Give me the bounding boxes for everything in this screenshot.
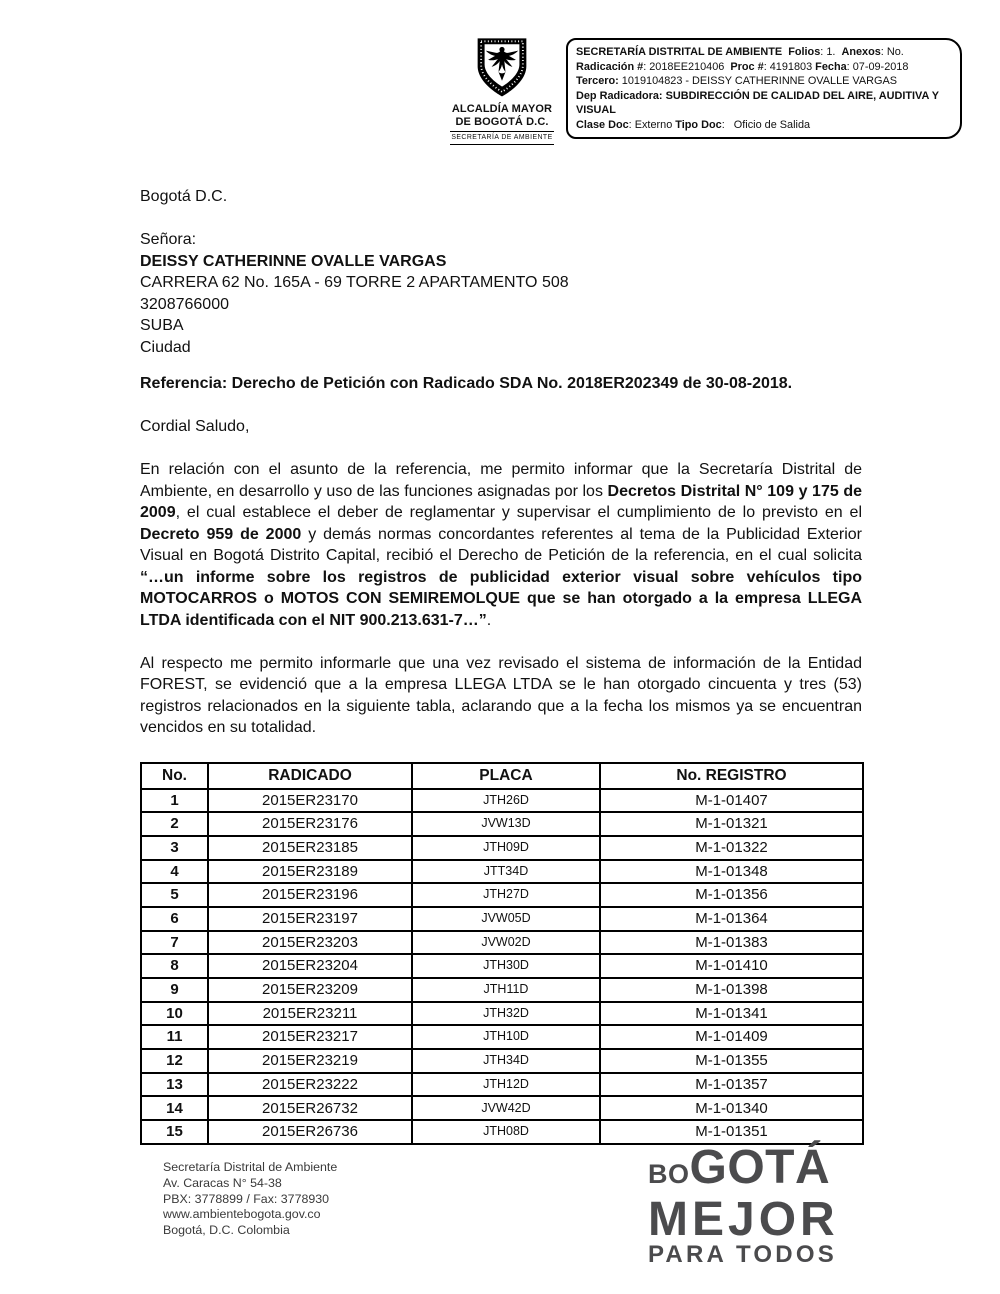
column-header-placa: PLACA — [412, 763, 600, 789]
text-segment: Radicación # — [576, 60, 644, 73]
logo-bo-text: BO — [648, 1159, 690, 1189]
table-cell: 14 — [141, 1096, 208, 1120]
column-header-radicado: RADICADO — [208, 763, 412, 789]
table-cell: M-1-01341 — [600, 1002, 863, 1026]
text-segment: Decretos Distrital N° 109 y 175 de 2009 — [140, 482, 862, 521]
table-cell: JVW42D — [412, 1096, 600, 1120]
table-cell: 12 — [141, 1049, 208, 1073]
infobox-line-dependencia — [576, 89, 952, 118]
table-row — [141, 907, 863, 931]
text-segment: Fecha — [815, 60, 847, 73]
recipient-locality: SUBA — [140, 317, 184, 334]
table-row — [141, 931, 863, 955]
table-row — [141, 978, 863, 1002]
table-cell: M-1-01398 — [600, 978, 863, 1002]
text-segment: Clase Doc — [576, 118, 629, 131]
paragraph-2: Al respecto me permito informarle que una vez revisado el sistema de información de la Entidad FOREST, se evidenció que a la empresa LLEGA LTDA se le han otorgado cincuenta y tres (53) registros relacionados en la siguiente tabla, aclarando que a la fecha los mismos ya se encuentran vencidos en su totalidad. — [140, 654, 862, 736]
text-segment: : 07-09-2018 — [846, 60, 909, 73]
crest-divider-top — [450, 131, 554, 132]
table-cell: M-1-01357 — [600, 1073, 863, 1097]
table-cell: 2015ER23197 — [208, 907, 412, 931]
text-segment: . — [486, 611, 492, 629]
table-cell: M-1-01321 — [600, 812, 863, 836]
table-cell: JTH11D — [412, 978, 600, 1002]
recipient-address: CARRERA 62 No. 165A - 69 TORRE 2 APARTAMENTO 508 — [140, 274, 569, 291]
text-segment: Proc # — [730, 60, 764, 73]
table-row — [141, 954, 863, 978]
logo-line-para-todos: PARA TODOS — [648, 1241, 837, 1268]
registry-table-body — [141, 789, 863, 1144]
table-cell: JTH32D — [412, 1002, 600, 1026]
table-cell: M-1-01322 — [600, 836, 863, 860]
table-cell: 2015ER23185 — [208, 836, 412, 860]
table-cell: JVW05D — [412, 907, 600, 931]
text-segment: y demás normas concordantes referentes al tema de la Publicidad Exterior Visual en Bogotá Distrito Capital, recibió el Derecho de Petición de la referencia, en el cual solicita — [140, 525, 863, 564]
table-cell: JTH09D — [412, 836, 600, 860]
table-row — [141, 1073, 863, 1097]
reference-line: Referencia: Derecho de Petición con Radicado SDA No. 2018ER202349 de 30-08-2018. — [140, 375, 793, 392]
table-cell: 11 — [141, 1025, 208, 1049]
table-cell: 2015ER23203 — [208, 931, 412, 955]
table-cell: 4 — [141, 860, 208, 884]
table-cell: 6 — [141, 907, 208, 931]
text-segment: Anexos — [841, 46, 881, 58]
table-row — [141, 789, 863, 813]
city-line: Bogotá D.C. — [140, 188, 228, 205]
footer-city-country: Bogotá, D.C. Colombia — [163, 1223, 290, 1238]
text-segment: SUBDIRECCIÓN DE CALIDAD DEL AIRE, AUDITIVA Y VISUAL — [576, 89, 942, 117]
crest-title-line2: DE BOGOTÁ D.C. — [455, 115, 549, 128]
alcaldia-logo — [448, 36, 556, 147]
table-row — [141, 1025, 863, 1049]
recipient-city: Ciudad — [140, 338, 191, 356]
table-cell: JTH30D — [412, 954, 600, 978]
table-cell: M-1-01356 — [600, 883, 863, 907]
table-cell: JTH12D — [412, 1073, 600, 1097]
footer-street-address: Av. Caracas N° 54-38 — [163, 1175, 282, 1190]
table-cell: M-1-01364 — [600, 907, 863, 931]
table-cell: 2015ER23217 — [208, 1025, 412, 1049]
table-cell: 2015ER23219 — [208, 1049, 412, 1073]
footer-address-block — [163, 1160, 337, 1239]
table-cell: 2015ER26736 — [208, 1120, 412, 1144]
table-cell: 2 — [141, 812, 208, 836]
infobox-line-entity — [576, 45, 952, 60]
column-header-no: No. — [141, 763, 208, 789]
table-cell: M-1-01410 — [600, 954, 863, 978]
table-cell: JVW02D — [412, 931, 600, 955]
table-row — [141, 883, 863, 907]
table-cell: JTH26D — [412, 789, 600, 813]
table-cell: JTH10D — [412, 1025, 600, 1049]
text-segment: Tipo Doc — [675, 118, 722, 131]
table-cell: 2015ER26732 — [208, 1096, 412, 1120]
table-cell: 2015ER23196 — [208, 883, 412, 907]
logo-line-bogota — [648, 1141, 839, 1199]
recipient-salutation: Señora: — [140, 231, 197, 248]
crest-title-line1: ALCALDÍA MAYOR — [451, 103, 553, 115]
table-cell: M-1-01340 — [600, 1096, 863, 1120]
text-segment: Dep Radicadora: — [576, 89, 663, 102]
table-row — [141, 836, 863, 860]
table-cell: JTH34D — [412, 1049, 600, 1073]
table-row — [141, 1049, 863, 1073]
text-segment: Tercero: — [576, 75, 619, 88]
table-cell: 7 — [141, 931, 208, 955]
table-row — [141, 860, 863, 884]
text-segment: Folios — [788, 46, 821, 58]
registry-table-header — [141, 763, 863, 789]
text-segment: 1019104823 - DEISSY CATHERINNE OVALLE VARGAS — [618, 75, 898, 88]
table-cell: JTH08D — [412, 1120, 600, 1144]
table-cell: M-1-01348 — [600, 860, 863, 884]
greeting-line: Cordial Saludo, — [140, 418, 250, 435]
table-cell: M-1-01383 — [600, 931, 863, 955]
crest-subtitle: SECRETARÍA DE AMBIENTE — [451, 133, 553, 141]
paragraph-1 — [140, 459, 862, 631]
table-cell: 13 — [141, 1073, 208, 1097]
column-header-registro: No. REGISTRO — [600, 763, 863, 789]
footer-website: www.ambientebogota.gov.co — [163, 1207, 321, 1222]
table-row — [141, 812, 863, 836]
recipient-block — [140, 229, 862, 358]
table-cell: 15 — [141, 1120, 208, 1144]
text-segment: Decreto 959 de 2000 — [140, 525, 302, 543]
table-cell: 9 — [141, 978, 208, 1002]
logo-gota-text: GOTÁ — [689, 1141, 831, 1194]
bogota-mejor-para-todos-logo — [648, 1141, 839, 1268]
logo-line-mejor: MEJOR — [648, 1193, 839, 1246]
radication-infobox — [566, 38, 962, 139]
registry-table — [140, 762, 864, 1145]
text-segment: “…un informe sobre los registros de publicidad exterior visual sobre vehículos tipo MOTOCARROS o MOTOS CON SEMIREMOLQUE que se han otorgado a la empresa LLEGA LTDA identificada con el NIT 900.213.631-7…” — [140, 568, 862, 629]
footer-entity-name: Secretaría Distrital de Ambiente — [163, 1160, 338, 1174]
text-segment: : No. — [880, 46, 904, 58]
crest-divider-bottom — [450, 144, 554, 145]
text-segment: : 2018EE210406 — [643, 60, 731, 73]
table-cell: M-1-01407 — [600, 789, 863, 813]
table-cell: 8 — [141, 954, 208, 978]
table-cell: M-1-01355 — [600, 1049, 863, 1073]
table-row — [141, 1096, 863, 1120]
recipient-name: DEISSY CATHERINNE OVALLE VARGAS — [140, 252, 447, 270]
table-cell: 2015ER23204 — [208, 954, 412, 978]
text-segment: , el cual establece el deber de reglamentar y supervisar el cumplimiento de lo previsto en el — [175, 504, 862, 521]
recipient-phone: 3208766000 — [140, 295, 229, 313]
table-cell: 10 — [141, 1002, 208, 1026]
footer-phone-fax: PBX: 3778899 / Fax: 3778930 — [163, 1191, 330, 1206]
text-segment: : 1. — [820, 46, 842, 58]
table-cell: JTT34D — [412, 860, 600, 884]
bogota-crest-icon — [448, 36, 556, 100]
table-cell: 2015ER23189 — [208, 860, 412, 884]
table-cell: M-1-01409 — [600, 1025, 863, 1049]
infobox-line-clase-doc — [576, 118, 952, 133]
text-segment: SECRETARÍA DISTRITAL DE AMBIENTE — [576, 46, 783, 58]
table-cell: 2015ER23170 — [208, 789, 412, 813]
text-segment: : Oficio de Salida — [721, 118, 811, 131]
infobox-line-tercero — [576, 74, 952, 89]
table-header-row — [141, 763, 863, 789]
table-cell: 2015ER23209 — [208, 978, 412, 1002]
table-cell: 1 — [141, 789, 208, 813]
table-cell: 5 — [141, 883, 208, 907]
letter-body — [140, 186, 862, 1145]
text-segment: : 4191803 — [763, 60, 816, 73]
table-cell: 2015ER23211 — [208, 1002, 412, 1026]
crest-title — [448, 103, 556, 128]
text-segment: En relación con el asunto de la referencia, me permito informar que la Secretaría Distrital de Ambiente, en desarrollo y uso de las funciones asignadas por los — [140, 461, 862, 500]
table-cell: 2015ER23176 — [208, 812, 412, 836]
table-cell: M-1-01351 — [600, 1120, 863, 1144]
table-cell: 3 — [141, 836, 208, 860]
table-row — [141, 1002, 863, 1026]
text-segment: : Externo — [628, 118, 676, 131]
table-cell: 2015ER23222 — [208, 1073, 412, 1097]
infobox-line-radicacion — [576, 60, 952, 75]
table-cell: JTH27D — [412, 883, 600, 907]
table-cell: JVW13D — [412, 812, 600, 836]
